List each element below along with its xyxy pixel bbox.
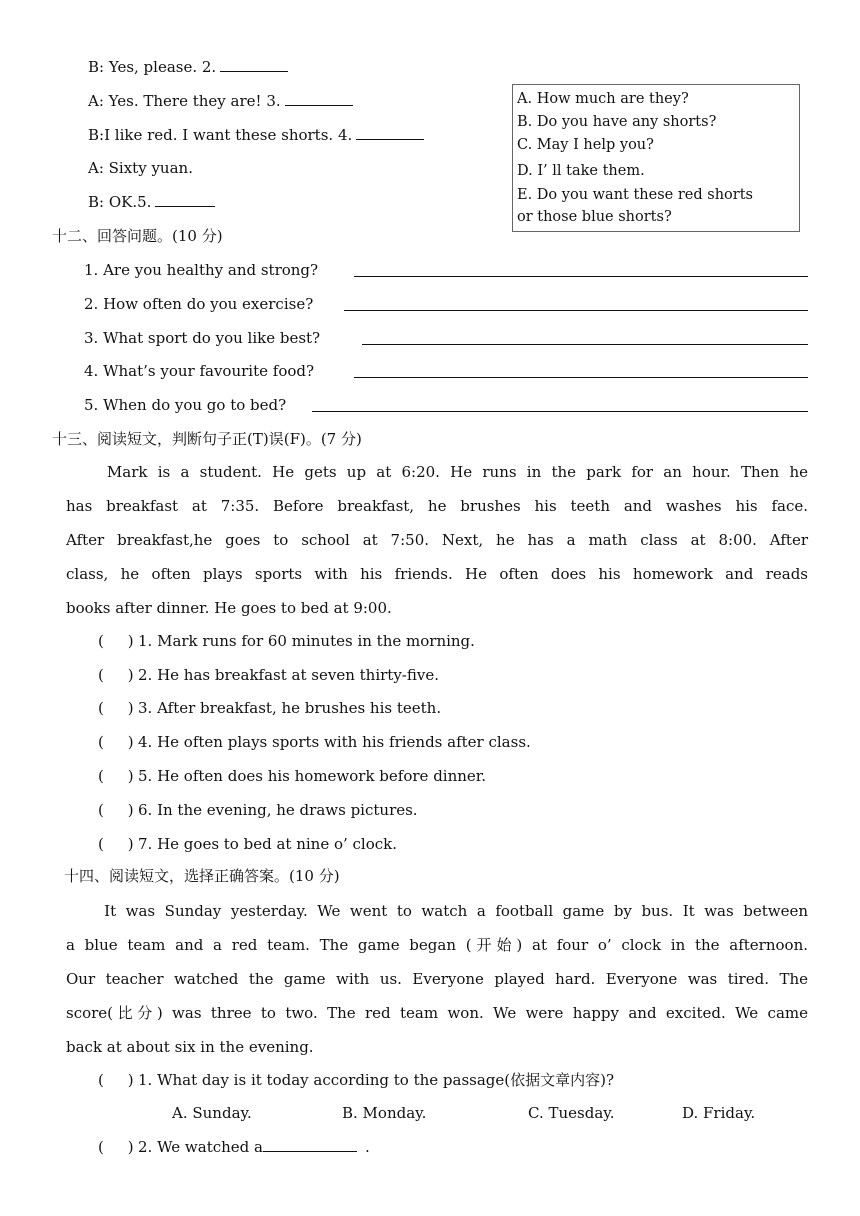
tf-answer-paren-4[interactable]: ( ) — [98, 733, 134, 751]
dialogue-line-2: A: Yes. There they are! 3. — [88, 91, 353, 111]
passage-14-line-5: back at about six in the evening. — [66, 1038, 314, 1056]
option-d: D. I’ ll take them. — [517, 163, 645, 179]
mc-choice-b[interactable]: B. Monday. — [342, 1104, 427, 1122]
answer-blank-3[interactable] — [285, 91, 353, 106]
dialogue-line-1: B: Yes, please. 2. — [88, 57, 288, 77]
tf-answer-paren-5[interactable]: ( ) — [98, 767, 134, 785]
tf-statement-3: 3. After breakfast, he brushes his teeth. — [138, 699, 442, 717]
mc-choice-c[interactable]: C. Tuesday. — [528, 1104, 615, 1122]
question-12-4: 4. What’s your favourite food? — [84, 362, 315, 380]
mc-question-1: 1. What day is it today according to the passage(依据文章内容)? — [138, 1071, 615, 1089]
passage-13-line-5: books after dinner. He goes to bed at 9:00. — [66, 599, 392, 617]
answer-blank-5[interactable] — [155, 192, 215, 207]
passage-13-line-3: After breakfast,he goes to school at 7:50. Next, he has a math class at 8:00. After — [66, 531, 808, 549]
question-12-1: 1. Are you healthy and strong? — [84, 261, 319, 279]
dialogue-line-5: B: OK.5. — [88, 192, 215, 212]
answer-blank-4[interactable] — [356, 125, 424, 140]
tf-answer-paren-1[interactable]: ( ) — [98, 632, 134, 650]
tf-answer-paren-3[interactable]: ( ) — [98, 699, 134, 717]
answer-line-12-2[interactable] — [344, 310, 808, 311]
passage-13-line-1: Mark is a student. He gets up at 6:20. He runs in the park for an hour. Then he — [66, 463, 808, 481]
passage-13-line-4: class, he often plays sports with his friends. He often does his homework and reads — [66, 565, 808, 583]
tf-answer-paren-6[interactable]: ( ) — [98, 801, 134, 819]
mc-answer-paren-1[interactable]: ( ) — [98, 1071, 134, 1089]
section-14-title: 十四、阅读短文，选择正确答案。(10 分) — [64, 867, 340, 885]
tf-statement-7: 7. He goes to bed at nine o’ clock. — [138, 835, 398, 853]
option-e: E. Do you want these red shorts — [517, 187, 753, 203]
tf-statement-4: 4. He often plays sports with his friends after class. — [138, 733, 531, 751]
passage-13-line-2: has breakfast at 7:35. Before breakfast, he brushes his teeth and washes his face. — [66, 497, 808, 515]
passage-14-line-2: a blue team and a red team. The game began (开始) at four o’ clock in the afternoon. — [66, 936, 808, 954]
tf-statement-1: 1. Mark runs for 60 minutes in the morning. — [138, 632, 475, 650]
answer-line-12-3[interactable] — [362, 344, 808, 345]
tf-statement-6: 6. In the evening, he draws pictures. — [138, 801, 418, 819]
option-a: A. How much are they? — [517, 91, 689, 107]
passage-14-line-3: Our teacher watched the game with us. Everyone played hard. Everyone was tired. The — [66, 970, 808, 988]
question-12-3: 3. What sport do you like best? — [84, 329, 321, 347]
passage-14-line-4: score(比分) was three to two. The red team won. We were happy and excited. We came — [66, 1004, 808, 1022]
mc-choice-a[interactable]: A. Sunday. — [172, 1104, 252, 1122]
tf-answer-paren-7[interactable]: ( ) — [98, 835, 134, 853]
mc-answer-paren-2[interactable]: ( ) — [98, 1138, 134, 1156]
answer-line-12-1[interactable] — [354, 276, 808, 277]
answer-line-12-4[interactable] — [354, 377, 808, 378]
answer-blank-14-2[interactable] — [263, 1137, 357, 1152]
mc-question-2: 2. We watched a . — [138, 1138, 370, 1156]
answer-blank-2[interactable] — [220, 57, 288, 72]
mc-choice-d[interactable]: D. Friday. — [682, 1104, 756, 1122]
option-c: C. May I help you? — [517, 137, 654, 153]
section-12-title: 十二、回答问题。(10 分) — [52, 227, 223, 245]
options-box — [512, 84, 800, 232]
tf-statement-5: 5. He often does his homework before dinner. — [138, 767, 487, 785]
option-b: B. Do you have any shorts? — [517, 114, 717, 130]
tf-answer-paren-2[interactable]: ( ) — [98, 666, 134, 684]
dialogue-line-4: A: Sixty yuan. — [88, 159, 193, 177]
dialogue-line-3: B:I like red. I want these shorts. 4. — [88, 125, 424, 145]
section-13-title: 十三、阅读短文，判断句子正(T)误(F)。(7 分) — [52, 430, 362, 448]
question-12-5: 5. When do you go to bed? — [84, 396, 287, 414]
answer-line-12-5[interactable] — [312, 411, 808, 412]
tf-statement-2: 2. He has breakfast at seven thirty-five. — [138, 666, 439, 684]
question-12-2: 2. How often do you exercise? — [84, 295, 314, 313]
passage-14-line-1: It was Sunday yesterday. We went to watch a football game by bus. It was between — [66, 902, 808, 920]
option-e-continued: or those blue shorts? — [517, 209, 672, 225]
